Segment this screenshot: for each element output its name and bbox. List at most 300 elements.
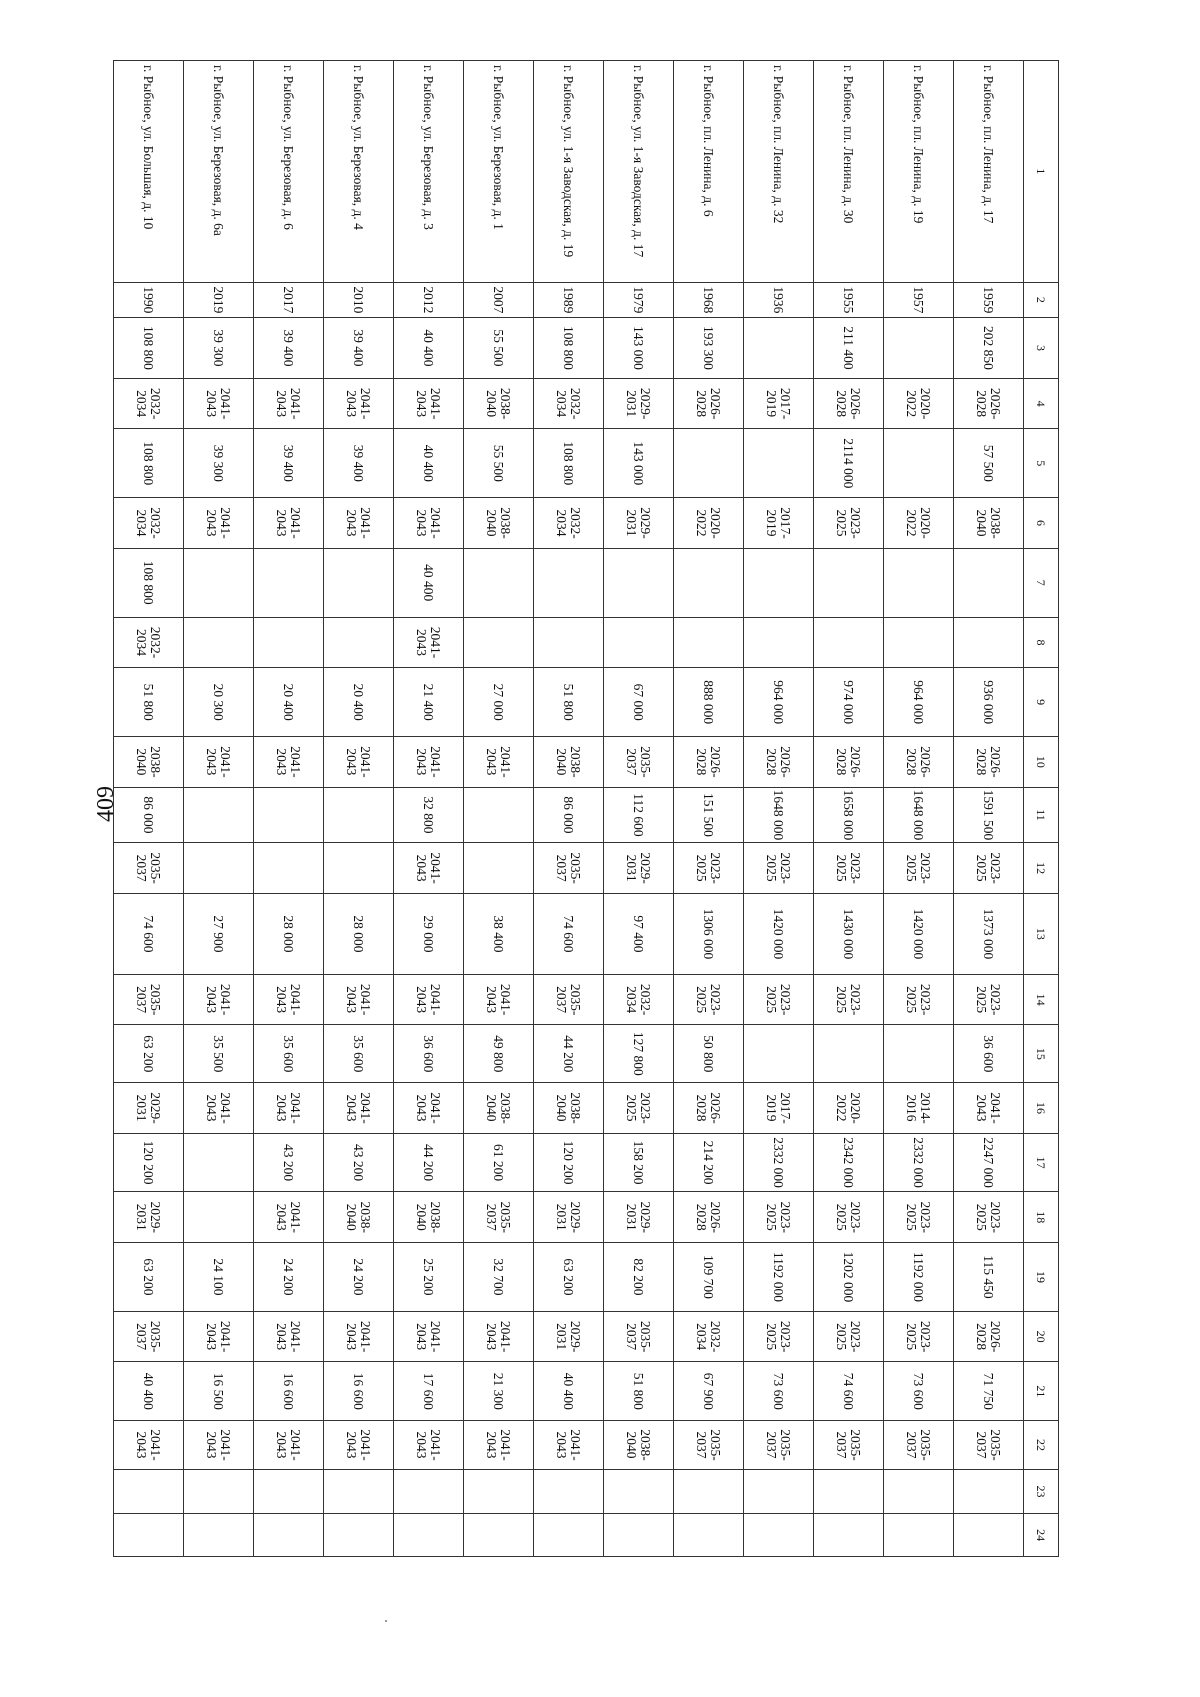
table-cell: 2023-2025	[954, 843, 1024, 894]
table-cell: 40 400	[394, 548, 464, 617]
table-cell: 2041-2043	[254, 378, 324, 429]
table-cell: 2041-2043	[324, 378, 394, 429]
table-cell	[184, 617, 254, 668]
column-header: 4	[1024, 378, 1059, 429]
table-cell: 2041-2043	[324, 1311, 394, 1362]
column-header: 5	[1024, 429, 1059, 498]
table-cell: 82 200	[604, 1243, 674, 1312]
table-cell: 20 300	[184, 668, 254, 737]
table-cell: 143 000	[604, 429, 674, 498]
table-cell: 108 800	[534, 318, 604, 379]
table-cell: 2038-2040	[324, 1192, 394, 1243]
table-cell	[884, 1469, 954, 1514]
table-cell	[254, 617, 324, 668]
column-header: 14	[1024, 974, 1059, 1025]
table-cell: 2038-2040	[534, 1083, 604, 1134]
table-cell: 2023-2025	[674, 843, 744, 894]
table-row	[254, 61, 324, 1557]
table-cell	[814, 617, 884, 668]
table-cell: 2035-2037	[814, 1421, 884, 1470]
table-cell	[184, 1469, 254, 1514]
address-cell: г. Рыбное, ул. Березовая, д. 4	[324, 61, 394, 283]
table-cell: 44 200	[534, 1025, 604, 1083]
table-cell: 2026-2028	[674, 1083, 744, 1134]
table-cell: 2023-2025	[954, 1192, 1024, 1243]
table-cell: 51 800	[114, 668, 184, 737]
address-cell: г. Рыбное, ул. 1-я Заводская, д. 19	[534, 61, 604, 283]
table-cell: 38 400	[464, 893, 534, 974]
table-cell: 2023-2025	[744, 1311, 814, 1362]
table-cell: 1420 000	[884, 893, 954, 974]
table-cell: 2023-2025	[814, 1192, 884, 1243]
table-cell: 2026-2028	[954, 737, 1024, 788]
table-cell: 50 800	[674, 1025, 744, 1083]
table-cell: 2026-2028	[954, 1311, 1024, 1362]
table-cell: 2035-2037	[464, 1192, 534, 1243]
table-cell: 74 600	[114, 893, 184, 974]
table-cell: 2023-2025	[884, 843, 954, 894]
table-cell: 73 600	[744, 1362, 814, 1421]
table-cell: 2038-2040	[464, 378, 534, 429]
table-cell	[534, 1514, 604, 1557]
table-cell: 2041-2043	[324, 737, 394, 788]
table-cell: 97 400	[604, 893, 674, 974]
table-cell: 2026-2028	[884, 737, 954, 788]
table-cell: 2038-2040	[394, 1192, 464, 1243]
table-cell: 120 200	[534, 1133, 604, 1192]
table-cell: 40 400	[114, 1362, 184, 1421]
table-cell: 2023-2025	[604, 1083, 674, 1134]
table-cell: 2342 000	[814, 1133, 884, 1192]
column-header: 13	[1024, 893, 1059, 974]
table-cell: 40 400	[394, 318, 464, 379]
table-cell	[744, 548, 814, 617]
table-cell: 2041-2043	[184, 974, 254, 1025]
table-cell: 115 450	[954, 1243, 1024, 1312]
table-cell: 2029-2031	[604, 843, 674, 894]
address-cell: г. Рыбное, пл. Ленина, д. 30	[814, 61, 884, 283]
table-cell: 2041-2043	[184, 1311, 254, 1362]
table-row	[394, 61, 464, 1557]
address-cell: г. Рыбное, пл. Ленина, д. 6	[674, 61, 744, 283]
table-cell: 2038-2040	[604, 1421, 674, 1470]
table-cell: 67 000	[604, 668, 674, 737]
table-cell	[184, 548, 254, 617]
table-cell: 2035-2037	[744, 1421, 814, 1470]
table-cell	[814, 1025, 884, 1083]
column-header: 8	[1024, 617, 1059, 668]
table-cell: 2029-2031	[534, 1311, 604, 1362]
table-row	[604, 61, 674, 1557]
table-cell: 2041-2043	[324, 498, 394, 549]
table-row	[464, 61, 534, 1557]
table-cell: 964 000	[884, 668, 954, 737]
table-cell: 24 100	[184, 1243, 254, 1312]
table-row	[884, 61, 954, 1557]
table-cell	[954, 548, 1024, 617]
table-cell: 2041-2043	[464, 974, 534, 1025]
table-cell: 28 000	[254, 893, 324, 974]
table-cell: 151 500	[674, 787, 744, 843]
table-cell: 2026-2028	[744, 737, 814, 788]
table-cell: 2041-2043	[324, 1421, 394, 1470]
table-cell: 127 800	[604, 1025, 674, 1083]
column-header: 15	[1024, 1025, 1059, 1083]
column-header: 2	[1024, 282, 1059, 317]
table-cell: 16 600	[254, 1362, 324, 1421]
table-cell: 2026-2028	[674, 1192, 744, 1243]
column-header: 16	[1024, 1083, 1059, 1134]
column-header: 9	[1024, 668, 1059, 737]
table-cell	[744, 318, 814, 379]
rotated-table-wrapper	[126, 60, 1059, 1557]
table-cell: 2041-2043	[394, 1083, 464, 1134]
address-cell: г. Рыбное, пл. Ленина, д. 32	[744, 61, 814, 283]
table-cell: 55 500	[464, 318, 534, 379]
table-cell: 2020-2022	[674, 498, 744, 549]
table-cell: 2041-2043	[464, 1311, 534, 1362]
table-cell: 17 600	[394, 1362, 464, 1421]
table-cell: 936 000	[954, 668, 1024, 737]
address-cell: г. Рыбное, ул. Березовая, д. 3	[394, 61, 464, 283]
table-cell: 202 850	[954, 318, 1024, 379]
table-cell	[254, 1469, 324, 1514]
table-cell: 2035-2037	[114, 974, 184, 1025]
table-cell: 43 200	[254, 1133, 324, 1192]
table-cell: 2041-2043	[184, 378, 254, 429]
table-cell: 2023-2025	[884, 1192, 954, 1243]
table-cell: 2041-2043	[394, 1421, 464, 1470]
table-cell: 32 800	[394, 787, 464, 843]
table-cell: 2041-2043	[464, 1421, 534, 1470]
table-row	[324, 61, 394, 1557]
table-cell: 2023-2025	[744, 1192, 814, 1243]
table-cell: 57 500	[954, 429, 1024, 498]
table-cell: 63 200	[114, 1243, 184, 1312]
table-cell: 120 200	[114, 1133, 184, 1192]
table-row	[184, 61, 254, 1557]
table-row	[114, 61, 184, 1557]
table-cell	[184, 1133, 254, 1192]
table-cell	[674, 548, 744, 617]
table-cell: 2007	[464, 282, 534, 317]
column-header: 6	[1024, 498, 1059, 549]
table-cell: 1968	[674, 282, 744, 317]
table-cell: 2017-2019	[744, 378, 814, 429]
table-cell: 39 400	[254, 318, 324, 379]
table-cell: 2041-2043	[184, 498, 254, 549]
table-cell: 2041-2043	[254, 1311, 324, 1362]
table-cell: 2032-2034	[674, 1311, 744, 1362]
table-cell: 2023-2025	[744, 974, 814, 1025]
table-cell: 2014-2016	[884, 1083, 954, 1134]
table-cell: 108 800	[114, 429, 184, 498]
table-cell: 71 750	[954, 1362, 1024, 1421]
table-cell: 2035-2037	[534, 974, 604, 1025]
table-cell	[394, 1469, 464, 1514]
table-cell	[114, 1514, 184, 1557]
table-cell: 2041-2043	[184, 1421, 254, 1470]
column-header: 21	[1024, 1362, 1059, 1421]
column-header: 22	[1024, 1421, 1059, 1470]
column-header: 12	[1024, 843, 1059, 894]
table-cell	[674, 1469, 744, 1514]
table-row	[534, 61, 604, 1557]
table-row	[814, 61, 884, 1557]
table-cell: 108 800	[114, 318, 184, 379]
table-cell	[324, 787, 394, 843]
table-cell	[604, 1514, 674, 1557]
table-cell: 36 600	[954, 1025, 1024, 1083]
table-cell: 2017	[254, 282, 324, 317]
table-cell: 51 800	[604, 1362, 674, 1421]
table-cell: 2332 000	[884, 1133, 954, 1192]
table-cell: 2032-2034	[534, 378, 604, 429]
table-cell	[254, 548, 324, 617]
table-cell: 35 600	[324, 1025, 394, 1083]
table-cell	[814, 1469, 884, 1514]
table-cell: 2023-2025	[674, 974, 744, 1025]
column-header: 7	[1024, 548, 1059, 617]
table-cell	[324, 548, 394, 617]
table-cell: 20 400	[324, 668, 394, 737]
table-cell: 2035-2037	[604, 737, 674, 788]
table-cell: 51 800	[534, 668, 604, 737]
table-cell: 32 700	[464, 1243, 534, 1312]
table-cell: 2029-2031	[604, 1192, 674, 1243]
table-cell: 2023-2025	[814, 1311, 884, 1362]
table-cell: 2026-2028	[674, 378, 744, 429]
table-cell: 35 500	[184, 1025, 254, 1083]
table-cell: 2041-2043	[254, 1083, 324, 1134]
table-cell: 974 000	[814, 668, 884, 737]
table-cell: 1202 000	[814, 1243, 884, 1312]
table-cell	[254, 843, 324, 894]
table-cell: 21 300	[464, 1362, 534, 1421]
table-row	[954, 61, 1024, 1557]
table-cell	[464, 1514, 534, 1557]
table-cell: 2041-2043	[394, 974, 464, 1025]
table-cell	[464, 1469, 534, 1514]
table-cell: 2020-2022	[884, 498, 954, 549]
table-cell: 108 800	[114, 548, 184, 617]
table-cell: 39 400	[254, 429, 324, 498]
table-cell	[324, 617, 394, 668]
table-cell: 2023-2025	[814, 974, 884, 1025]
table-cell	[604, 548, 674, 617]
table-cell: 1959	[954, 282, 1024, 317]
table-cell: 2029-2031	[114, 1083, 184, 1134]
table-cell: 2247 000	[954, 1133, 1024, 1192]
column-header: 24	[1024, 1514, 1059, 1557]
table-cell: 2019	[184, 282, 254, 317]
column-header: 3	[1024, 318, 1059, 379]
table-cell: 2038-2040	[464, 498, 534, 549]
table-cell	[184, 787, 254, 843]
table-cell: 2041-2043	[324, 1083, 394, 1134]
table-cell: 28 000	[324, 893, 394, 974]
table-cell: 39 300	[184, 318, 254, 379]
table-cell	[534, 617, 604, 668]
table-cell	[744, 1025, 814, 1083]
repair-schedule-table	[113, 60, 1059, 1557]
table-cell: 2041-2043	[394, 617, 464, 668]
table-cell	[744, 1469, 814, 1514]
table-cell: 2114 000	[814, 429, 884, 498]
table-cell: 109 700	[674, 1243, 744, 1312]
scan-speck	[385, 1620, 387, 1622]
table-cell: 39 400	[324, 429, 394, 498]
table-cell	[324, 1469, 394, 1514]
table-cell	[324, 1514, 394, 1557]
column-header: 20	[1024, 1311, 1059, 1362]
table-cell: 39 400	[324, 318, 394, 379]
table-cell: 2038-2040	[114, 737, 184, 788]
table-cell	[114, 1469, 184, 1514]
table-cell: 2041-2043	[394, 1311, 464, 1362]
address-cell: г. Рыбное, пл. Ленина, д. 17	[954, 61, 1024, 283]
table-cell	[324, 843, 394, 894]
table-cell: 39 300	[184, 429, 254, 498]
table-cell: 21 400	[394, 668, 464, 737]
table-cell: 35 600	[254, 1025, 324, 1083]
table-cell: 2023-2025	[814, 843, 884, 894]
table-cell: 2035-2037	[114, 1311, 184, 1362]
table-cell: 2332 000	[744, 1133, 814, 1192]
table-cell	[674, 617, 744, 668]
table-cell: 2017-2019	[744, 1083, 814, 1134]
table-cell	[814, 1514, 884, 1557]
table-cell: 2041-2043	[254, 1421, 324, 1470]
table-cell: 888 000	[674, 668, 744, 737]
address-cell: г. Рыбное, ул. Большая, д. 10	[114, 61, 184, 283]
table-cell	[954, 1514, 1024, 1557]
table-cell: 2041-2043	[254, 498, 324, 549]
table-cell: 2023-2025	[884, 1311, 954, 1362]
table-cell	[674, 1514, 744, 1557]
table-cell: 2023-2025	[954, 974, 1024, 1025]
table-cell	[604, 617, 674, 668]
table-cell: 1957	[884, 282, 954, 317]
table-cell: 16 600	[324, 1362, 394, 1421]
table-cell: 29 000	[394, 893, 464, 974]
table-cell: 63 200	[534, 1243, 604, 1312]
table-cell: 143 000	[604, 318, 674, 379]
table-cell: 2020-2022	[814, 1083, 884, 1134]
table-cell: 2032-2034	[534, 498, 604, 549]
table-cell	[884, 318, 954, 379]
table-cell: 1658 000	[814, 787, 884, 843]
table-cell: 1373 000	[954, 893, 1024, 974]
table-cell: 1192 000	[884, 1243, 954, 1312]
table-row	[744, 61, 814, 1557]
table-cell	[744, 617, 814, 668]
table-cell: 1648 000	[884, 787, 954, 843]
table-cell	[814, 548, 884, 617]
table-cell	[184, 1192, 254, 1243]
table-cell: 2041-2043	[184, 737, 254, 788]
table-cell: 27 900	[184, 893, 254, 974]
table-cell: 74 600	[814, 1362, 884, 1421]
column-header: 18	[1024, 1192, 1059, 1243]
table-cell: 1192 000	[744, 1243, 814, 1312]
table-cell	[464, 617, 534, 668]
page-number: 409	[93, 786, 119, 822]
table-cell	[884, 1025, 954, 1083]
table-cell: 2029-2031	[604, 498, 674, 549]
table-cell: 2035-2037	[604, 1311, 674, 1362]
table-cell: 40 400	[534, 1362, 604, 1421]
table-cell: 1591 500	[954, 787, 1024, 843]
address-cell: г. Рыбное, ул. Березовая, д. 6а	[184, 61, 254, 283]
table-cell: 964 000	[744, 668, 814, 737]
address-cell: г. Рыбное, ул. Березовая, д. 6	[254, 61, 324, 283]
table-cell: 2035-2037	[674, 1421, 744, 1470]
column-header: 11	[1024, 787, 1059, 843]
table-cell: 74 600	[534, 893, 604, 974]
table-cell	[674, 429, 744, 498]
table-cell: 2029-2031	[114, 1192, 184, 1243]
table-cell: 44 200	[394, 1133, 464, 1192]
table-cell	[744, 1514, 814, 1557]
table-cell: 2023-2025	[744, 843, 814, 894]
table-cell: 2026-2028	[674, 737, 744, 788]
table-cell: 61 200	[464, 1133, 534, 1192]
table-cell: 112 600	[604, 787, 674, 843]
table-cell: 1936	[744, 282, 814, 317]
table-cell: 2041-2043	[534, 1421, 604, 1470]
table-cell	[534, 1469, 604, 1514]
table-cell: 16 500	[184, 1362, 254, 1421]
column-header: 10	[1024, 737, 1059, 788]
table-cell: 2029-2031	[534, 1192, 604, 1243]
table-cell: 193 300	[674, 318, 744, 379]
table-cell	[464, 548, 534, 617]
table-cell: 108 800	[534, 429, 604, 498]
table-cell: 2041-2043	[394, 843, 464, 894]
table-cell: 2035-2037	[114, 843, 184, 894]
address-cell: г. Рыбное, ул. 1-я Заводская, д. 17	[604, 61, 674, 283]
table-cell: 24 200	[324, 1243, 394, 1312]
table-cell: 2041-2043	[324, 974, 394, 1025]
table-cell: 211 400	[814, 318, 884, 379]
table-cell: 1990	[114, 282, 184, 317]
table-cell: 2041-2043	[184, 1083, 254, 1134]
table-cell: 2026-2028	[814, 378, 884, 429]
table-cell: 63 200	[114, 1025, 184, 1083]
table-cell: 1979	[604, 282, 674, 317]
table-cell: 2035-2037	[534, 843, 604, 894]
table-cell: 2032-2034	[114, 498, 184, 549]
table-cell: 2041-2043	[954, 1083, 1024, 1134]
table-cell: 2017-2019	[744, 498, 814, 549]
table-cell: 2012	[394, 282, 464, 317]
table-cell: 86 000	[114, 787, 184, 843]
column-header: 1	[1024, 61, 1059, 283]
table-cell: 20 400	[254, 668, 324, 737]
table-cell	[184, 843, 254, 894]
table-cell	[954, 1469, 1024, 1514]
table-cell: 40 400	[394, 429, 464, 498]
table-cell: 2041-2043	[394, 737, 464, 788]
table-cell: 214 200	[674, 1133, 744, 1192]
table-cell: 1430 000	[814, 893, 884, 974]
table-cell: 43 200	[324, 1133, 394, 1192]
table-cell: 49 800	[464, 1025, 534, 1083]
table-cell: 158 200	[604, 1133, 674, 1192]
table-cell	[184, 1514, 254, 1557]
table-cell: 2029-2031	[604, 378, 674, 429]
